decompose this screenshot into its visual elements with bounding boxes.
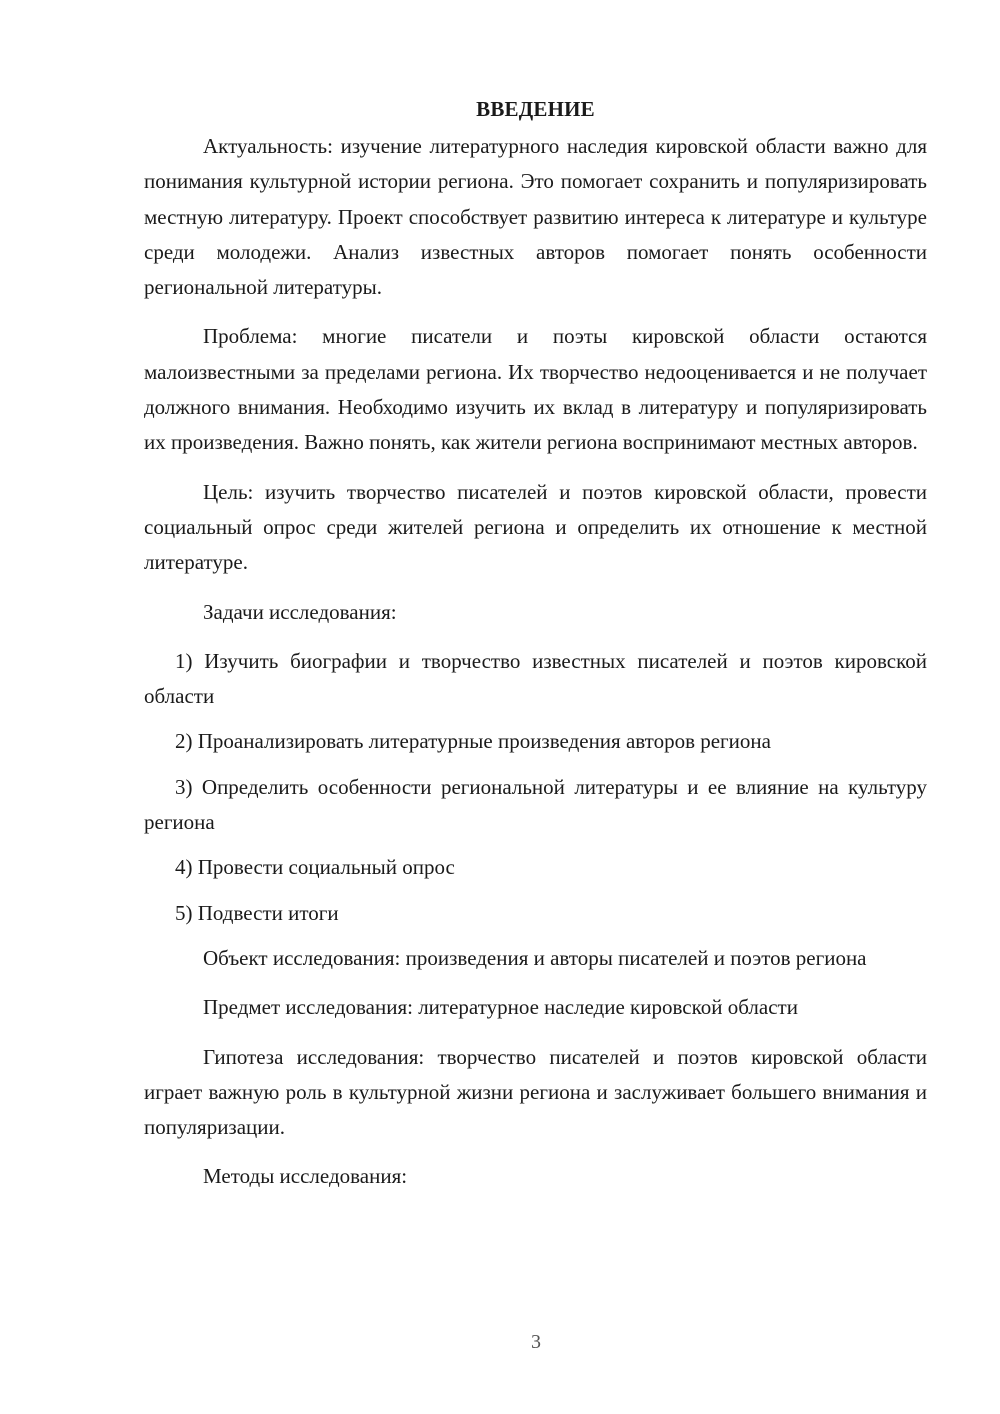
tasks-list	[144, 644, 927, 931]
task-item-2: 2) Проанализировать литературные произведения авторов региона	[175, 729, 771, 754]
goal-paragraph: Цель: изучить творчество писателей и поэтов кировской области, провести социальный опрос среди жителей региона и определить их отношение к местной литературе.	[144, 479, 927, 575]
subject-paragraph: Предмет исследования: литературное наследие кировской области	[203, 995, 798, 1020]
problem-paragraph: Проблема: многие писатели и поэты кировской области остаются малоизвестными за пределами региона. Их творчество недооценивается и не получает должного внимания. Необходимо изучить их вклад в литературу и популяризировать их произведения. Важно понять, как жители региона воспринимают местных авторов.	[144, 324, 927, 455]
hypothesis-paragraph: Гипотеза исследования: творчество писателей и поэтов кировской области играет важную роль в культурной жизни региона и заслуживает большего внимания и популяризации.	[144, 1044, 927, 1140]
task-item-1: 1) Изучить биографии и творчество известных писателей и поэтов кировской области	[144, 648, 927, 709]
task-item-4: 4) Провести социальный опрос	[175, 855, 455, 880]
object-paragraph: Объект исследования: произведения и авторы писателей и поэтов региона	[203, 945, 867, 970]
tasks-heading: Задачи исследования:	[203, 599, 397, 624]
page-number: 3	[531, 1331, 541, 1353]
section-heading: ВВЕДЕНИЕ	[476, 97, 595, 121]
relevance-paragraph: Актуальность: изучение литературного наследия кировской области важно для понимания культурной истории региона. Это помогает сохранить и популяризировать местную литературу. Проект способствует развитию интереса к литературе и культуре среди молодежи. Анализ известных авторов помогает понять особенности региональной литературы.	[144, 134, 927, 300]
task-item-5: 5) Подвести итоги	[175, 900, 339, 925]
task-item-3: 3) Определить особенности региональной литературы и ее влияние на культуру региона	[144, 774, 927, 835]
page-content	[144, 92, 927, 1209]
methods-heading: Методы исследования:	[203, 1164, 408, 1189]
